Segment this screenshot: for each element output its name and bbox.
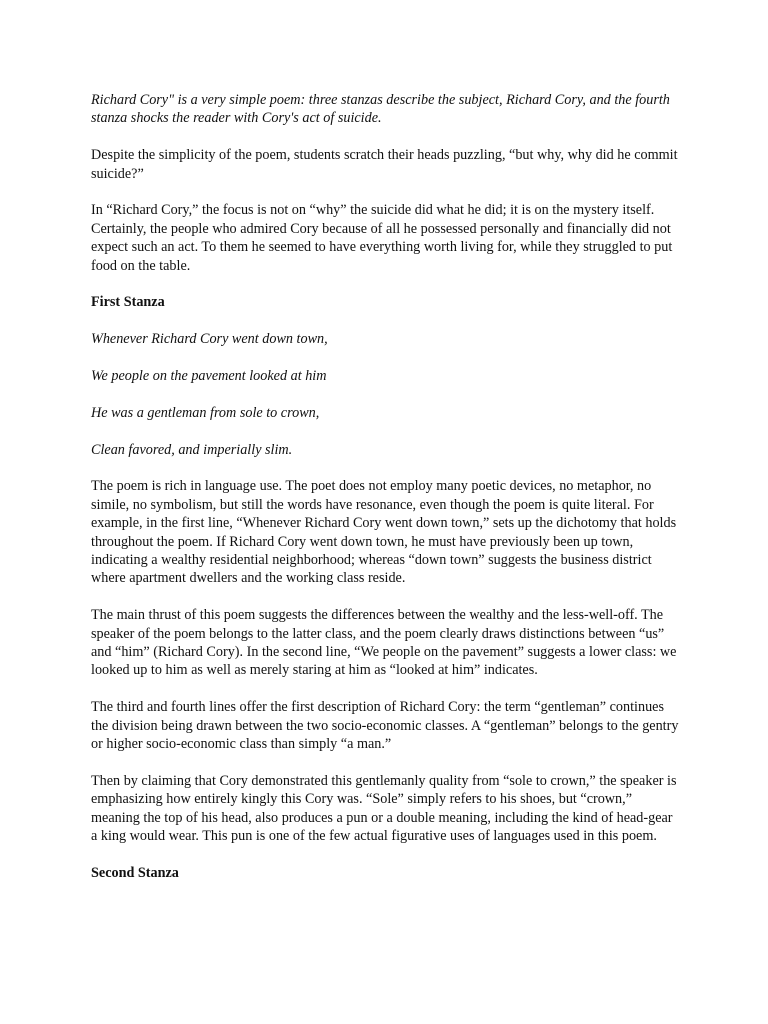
body-paragraph-5: The third and fourth lines offer the first description of Richard Cory: the term “gentleman” continues the division being drawn between the two socio-economic classes. A “gentleman” belongs to the gentry or higher socio-economic class than simply “a man.” [91, 699, 679, 753]
body-paragraph-3: The poem is rich in language use. The poet does not employ many poetic devices, no metaphor, no simile, no symbolism, but still the words have resonance, even though the poem is quite literal. For example, in the first line, “Whenever Richard Cory went down town,” sets up the dichotomy that holds throughout the poem. If Richard Cory went down town, he must have previously been up town, indicating a wealthy residential neighborhood; whereas “down town” suggests the business district where apartment dwellers and the working class reside. [91, 478, 677, 587]
section-heading-first-stanza: First Stanza [91, 294, 165, 311]
document-page [91, 91, 681, 901]
poem-line-4: Clean favored, and imperially slim. [91, 441, 293, 458]
body-paragraph-1: Despite the simplicity of the poem, students scratch their heads puzzling, “but why, why did he commit suicide?” [91, 147, 678, 182]
intro-paragraph: Richard Cory" is a very simple poem: three stanzas describe the subject, Richard Cory, and the fourth stanza shocks the reader with Cory's act of suicide. [91, 92, 670, 127]
poem-line-3: He was a gentleman from sole to crown, [91, 404, 320, 421]
poem-line-2: We people on the pavement looked at him [91, 368, 327, 385]
poem-line-1: Whenever Richard Cory went down town, [91, 331, 328, 348]
body-paragraph-2: In “Richard Cory,” the focus is not on “why” the suicide did what he did; it is on the mystery itself. Certainly, the people who admired Cory because of all he possessed personally and financially did not expect such an act. To them he seemed to have everything worth living for, while they struggled to put food on the table. [91, 202, 673, 274]
body-paragraph-4: The main thrust of this poem suggests the differences between the wealthy and the less-well-off. The speaker of the poem belongs to the latter class, and the poem clearly draws distinctions between “us” and “him” (Richard Cory). In the second line, “We people on the pavement” suggests a lower class: we looked up to him as well as merely staring at him as “looked at him” indicates. [91, 607, 677, 679]
body-paragraph-6: Then by claiming that Cory demonstrated this gentlemanly quality from “sole to crown,” the speaker is emphasizing how entirely kingly this Cory was. “Sole” simply refers to his shoes, but “crown,” meaning the top of his head, also produces a pun or a double meaning, including the kind of head-gear a king would wear. This pun is one of the few actual figurative uses of languages used in this poem. [91, 772, 677, 845]
section-heading-second-stanza: Second Stanza [91, 864, 179, 881]
